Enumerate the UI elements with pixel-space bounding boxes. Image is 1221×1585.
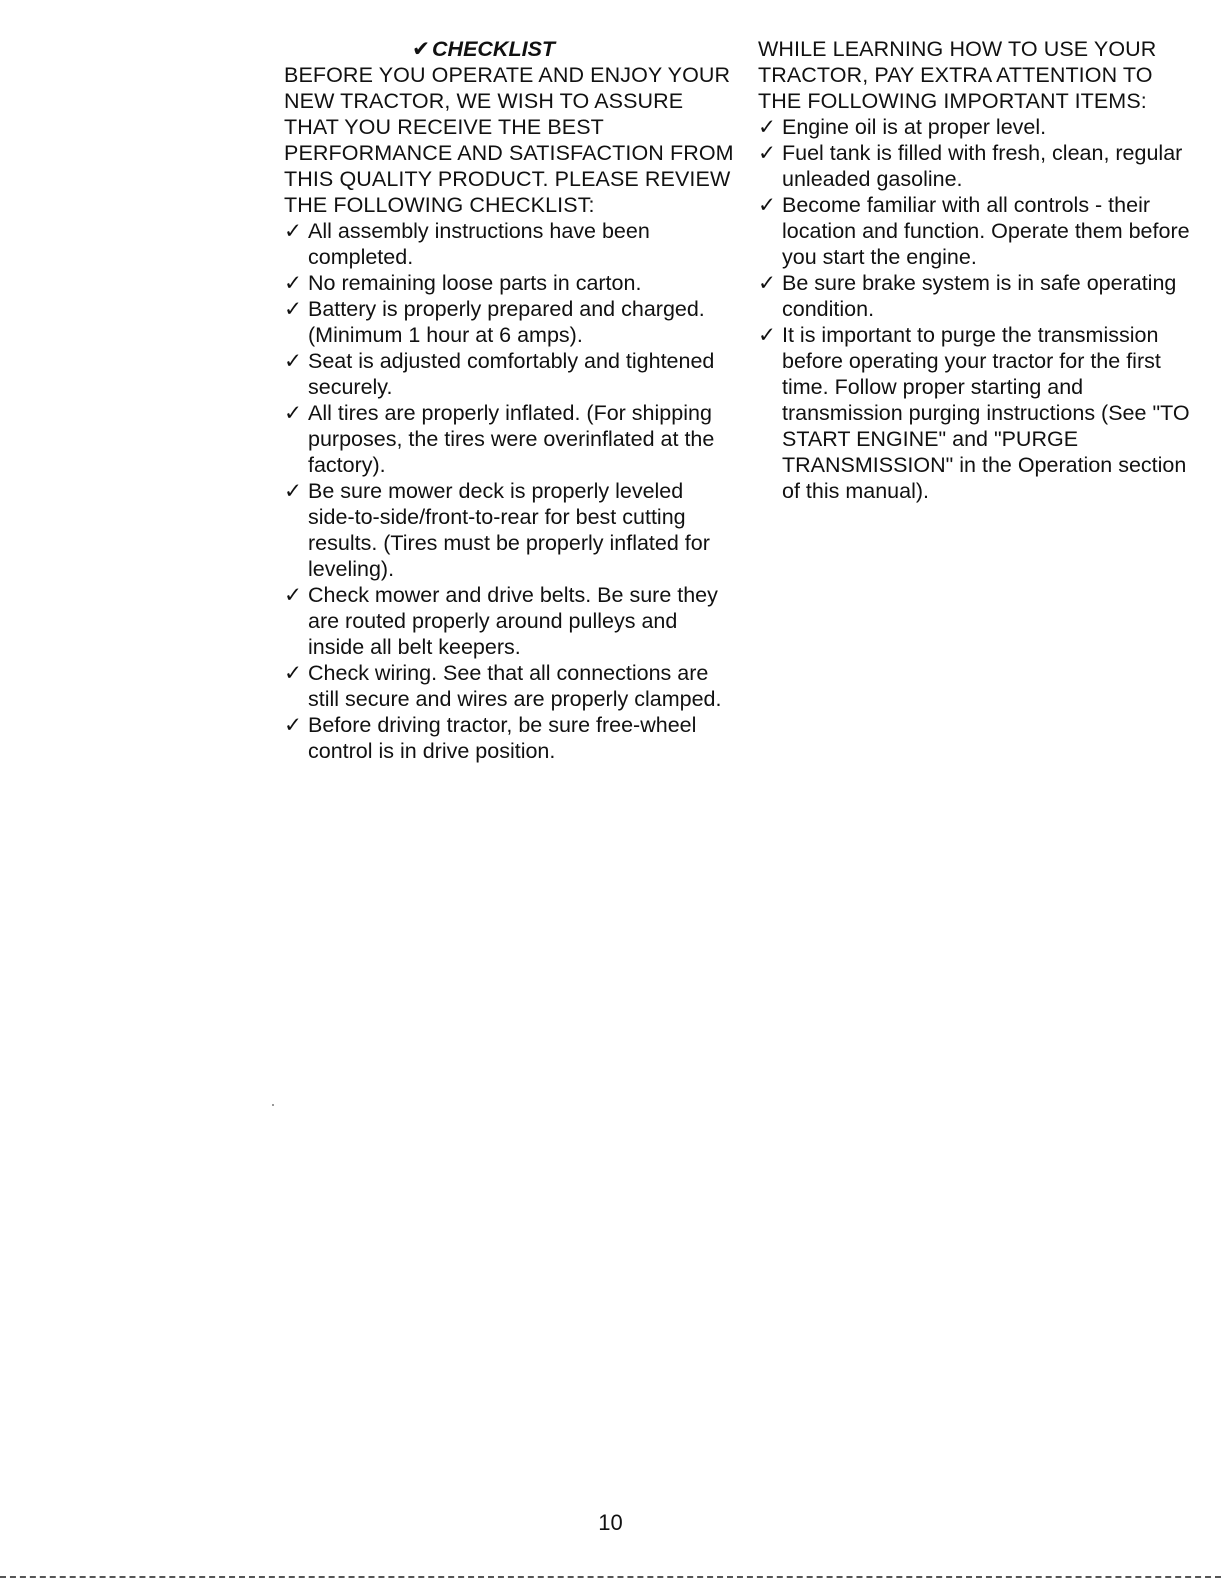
checklist-item: [284, 270, 734, 296]
important-item: [758, 322, 1198, 504]
check-icon: ✓: [284, 349, 303, 373]
check-icon: ✓: [284, 713, 303, 737]
check-icon: ✓: [758, 193, 777, 217]
scan-speck: [272, 1104, 274, 1106]
checklist-item-text: All assembly instructions have been completed.: [308, 219, 650, 269]
page-bottom-rule: [0, 1576, 1221, 1578]
important-items-column: [758, 36, 1198, 504]
checklist-item-text: Seat is adjusted comfortably and tightened securely.: [308, 349, 715, 399]
important-item: [758, 192, 1198, 270]
checklist-item-text: Before driving tractor, be sure free-wheel control is in drive position.: [308, 713, 697, 763]
check-icon: ✓: [284, 271, 303, 295]
check-icon: ✓: [284, 297, 303, 321]
checklist-item: [284, 400, 734, 478]
checklist-item: [284, 296, 734, 348]
check-icon: ✓: [284, 583, 303, 607]
checklist-item: [284, 582, 734, 660]
important-item: [758, 270, 1198, 322]
checklist-heading-text: CHECKLIST: [432, 37, 556, 61]
checklist-item: [284, 478, 734, 582]
important-item: [758, 114, 1198, 140]
checklist-item: [284, 660, 734, 712]
check-icon: ✓: [758, 115, 777, 139]
important-items-intro: WHILE LEARNING HOW TO USE YOUR TRACTOR, PAY EXTRA ATTENTION TO THE FOLLOWING IMPORTANT ITEMS:: [758, 37, 1157, 113]
check-icon: ✓: [758, 141, 777, 165]
checklist-item-text: No remaining loose parts in carton.: [308, 271, 642, 295]
check-icon: ✓: [758, 271, 777, 295]
page-number: 10: [598, 1510, 623, 1535]
important-item-text: It is important to purge the transmission before operating your tractor for the first time. Follow proper starting and transmission purging instructions (See "TO START ENGINE" and "PURGE TRANSMISSION" in the Operation section of this manual).: [782, 323, 1190, 503]
checklist-item-text: Be sure mower deck is properly leveled side-to-side/front-to-rear for best cutting results. (Tires must be properly inflated for leveling).: [308, 479, 710, 581]
checklist-item-text: Check mower and drive belts. Be sure they are routed properly around pulleys and inside all belt keepers.: [308, 583, 718, 659]
checklist-intro: BEFORE YOU OPERATE AND ENJOY YOUR NEW TRACTOR, WE WISH TO ASSURE THAT YOU RECEIVE THE BEST PERFORMANCE AND SATISFACTION FROM THIS QUALITY PRODUCT. PLEASE REVIEW THE FOLLOWING CHECKLIST:: [284, 63, 734, 217]
checklist-item-text: All tires are properly inflated. (For shipping purposes, the tires were overinflated at the factory).: [308, 401, 715, 477]
important-item-text: Engine oil is at proper level.: [782, 115, 1047, 139]
checklist-item: [284, 712, 734, 764]
check-icon: ✓: [284, 479, 303, 503]
checkmark-icon: ✔: [412, 37, 431, 61]
checklist-item: [284, 218, 734, 270]
important-item-text: Be sure brake system is in safe operating condition.: [782, 271, 1177, 321]
important-items-list: [758, 114, 1198, 504]
checklist-item-text: Check wiring. See that all connections are still secure and wires are properly clamped.: [308, 661, 722, 711]
check-icon: ✓: [284, 661, 303, 685]
check-icon: ✓: [758, 323, 777, 347]
checklist-heading: [284, 36, 734, 62]
check-icon: ✓: [284, 401, 303, 425]
checklist-item-text: Battery is properly prepared and charged. (Minimum 1 hour at 6 amps).: [308, 297, 705, 347]
important-item: [758, 140, 1198, 192]
checklist-item: [284, 348, 734, 400]
checklist-column: [284, 36, 734, 764]
checklist-items: [284, 218, 734, 764]
important-item-text: Become familiar with all controls - their location and function. Operate them before you start the engine.: [782, 193, 1190, 269]
check-icon: ✓: [284, 219, 303, 243]
important-item-text: Fuel tank is filled with fresh, clean, regular unleaded gasoline.: [782, 141, 1183, 191]
